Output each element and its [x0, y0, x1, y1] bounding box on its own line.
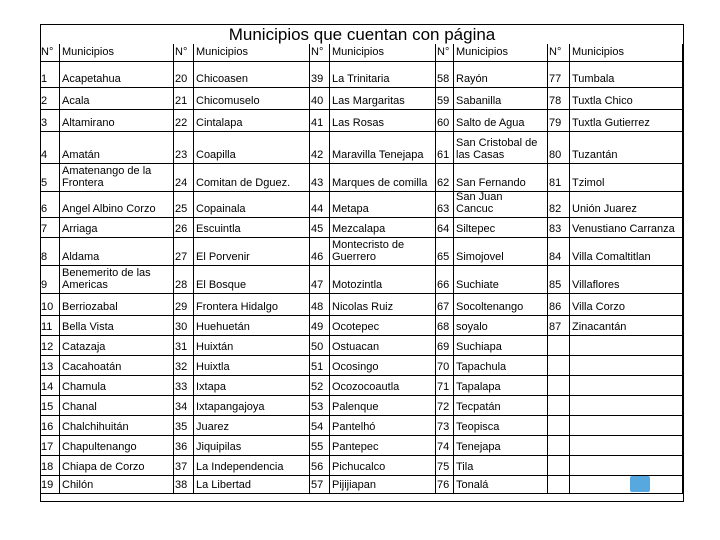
table-cell-municipio: Ixtapa: [194, 376, 310, 396]
header-municipios: Municipios: [570, 44, 683, 62]
table-cell-num: 14: [40, 376, 60, 396]
table-cell-municipio: Ocosingo: [330, 356, 436, 376]
table-cell-municipio: Zinacantán: [570, 316, 683, 336]
table-cell-num: 25: [174, 192, 194, 218]
table-cell-num: 27: [174, 238, 194, 266]
table-cell-num: 4: [40, 132, 60, 164]
table-cell-municipio: Tenejapa: [454, 436, 548, 456]
table-cell-num: 13: [40, 356, 60, 376]
table-cell-municipio: San Fernando: [454, 164, 548, 192]
table-cell-num: 79: [548, 110, 570, 132]
table-cell-municipio: Ostuacan: [330, 336, 436, 356]
table-cell-num: 46: [310, 238, 330, 266]
table-cell-municipio: Tapalapa: [454, 376, 548, 396]
table-cell-num: 55: [310, 436, 330, 456]
table-cell-num: 35: [174, 416, 194, 436]
table-cell-num: 43: [310, 164, 330, 192]
table-cell-num: 12: [40, 336, 60, 356]
table-cell-municipio: Chiapa de Corzo: [60, 456, 174, 476]
table-cell-num: 74: [436, 436, 454, 456]
table-cell-num: 62: [436, 164, 454, 192]
table-cell-municipio: Palenque: [330, 396, 436, 416]
table-cell-municipio: La Libertad: [194, 476, 310, 494]
table-cell-num: 16: [40, 416, 60, 436]
table-cell-municipio: Las Rosas: [330, 110, 436, 132]
table-cell-municipio: Berriozabal: [60, 294, 174, 316]
table-cell-municipio: Tuxtla Chico: [570, 88, 683, 110]
table-cell-num: 42: [310, 132, 330, 164]
table-cell-num: 32: [174, 356, 194, 376]
table-cell-municipio: Catazaja: [60, 336, 174, 356]
table-cell-municipio: Pijijiapan: [330, 476, 436, 494]
table-cell-municipio: Huehuetán: [194, 316, 310, 336]
table-cell-municipio: Motozintla: [330, 266, 436, 294]
table-cell-municipio: Venustiano Carranza: [570, 218, 683, 238]
table-cell-municipio: [570, 436, 683, 456]
table-cell-num: 58: [436, 62, 454, 88]
table-cell-num: 45: [310, 218, 330, 238]
table-cell-municipio: Angel Albino Corzo: [60, 192, 174, 218]
table-cell-municipio: Ocotepec: [330, 316, 436, 336]
table-cell-municipio: Sabanilla: [454, 88, 548, 110]
table-cell-num: [548, 456, 570, 476]
table-cell-num: 20: [174, 62, 194, 88]
table-cell-municipio: El Bosque: [194, 266, 310, 294]
page-title: Municipios que cuentan con página: [228, 25, 496, 44]
table-cell-municipio: Benemerito de las Americas: [60, 266, 174, 294]
table-cell-municipio: [570, 376, 683, 396]
table-cell-municipio: Tecpatán: [454, 396, 548, 416]
table-cell-num: 60: [436, 110, 454, 132]
table-cell-municipio: Villa Corzo: [570, 294, 683, 316]
table-cell-num: 28: [174, 266, 194, 294]
table-cell-num: 57: [310, 476, 330, 494]
table-cell-num: 69: [436, 336, 454, 356]
table-cell-municipio: Villaflores: [570, 266, 683, 294]
table-cell-num: 73: [436, 416, 454, 436]
table-cell-municipio: Unión Juarez: [570, 192, 683, 218]
table-cell-num: [548, 436, 570, 456]
table-cell-num: 82: [548, 192, 570, 218]
table-cell-municipio: Escuintla: [194, 218, 310, 238]
table-cell-municipio: Chilón: [60, 476, 174, 494]
table-cell-num: 77: [548, 62, 570, 88]
table-cell-num: 78: [548, 88, 570, 110]
table-cell-num: 76: [436, 476, 454, 494]
table-cell-num: [548, 416, 570, 436]
table-cell-num: 85: [548, 266, 570, 294]
table-cell-num: 36: [174, 436, 194, 456]
table-cell-num: [548, 336, 570, 356]
table-cell-municipio: Chalchihuitán: [60, 416, 174, 436]
table-cell-municipio: Rayón: [454, 62, 548, 88]
table-cell-num: 9: [40, 266, 60, 294]
table-cell-num: 23: [174, 132, 194, 164]
table-cell-municipio: Ixtapangajoya: [194, 396, 310, 416]
table-cell-municipio: Tumbala: [570, 62, 683, 88]
table-cell-num: 64: [436, 218, 454, 238]
table-cell-municipio: [570, 476, 683, 494]
table-cell-municipio: Teopisca: [454, 416, 548, 436]
table-cell-num: 86: [548, 294, 570, 316]
table-cell-num: 24: [174, 164, 194, 192]
table-cell-num: 29: [174, 294, 194, 316]
table-cell-municipio: Cintalapa: [194, 110, 310, 132]
table-cell-municipio: [570, 396, 683, 416]
table-cell-municipio: El Porvenir: [194, 238, 310, 266]
table-cell-num: 22: [174, 110, 194, 132]
table-cell-num: 53: [310, 396, 330, 416]
table-cell-municipio: Salto de Agua: [454, 110, 548, 132]
table-cell-municipio: Amatán: [60, 132, 174, 164]
table-cell-num: 7: [40, 218, 60, 238]
table-cell-num: 41: [310, 110, 330, 132]
table-cell-municipio: Acapetahua: [60, 62, 174, 88]
table-cell-num: 17: [40, 436, 60, 456]
table-cell-num: 44: [310, 192, 330, 218]
table-cell-municipio: Tapachula: [454, 356, 548, 376]
table-cell-num: 33: [174, 376, 194, 396]
table-cell-num: 21: [174, 88, 194, 110]
table-cell-municipio: Chicomuselo: [194, 88, 310, 110]
table-cell-municipio: Mezcalapa: [330, 218, 436, 238]
table-cell-num: 37: [174, 456, 194, 476]
table-cell-num: 67: [436, 294, 454, 316]
table-cell-municipio: Montecristo de Guerrero: [330, 238, 436, 266]
table-cell-num: 34: [174, 396, 194, 416]
table-cell-municipio: Pantepec: [330, 436, 436, 456]
table-cell-municipio: Pichucalco: [330, 456, 436, 476]
table-cell-num: [548, 356, 570, 376]
table-cell-municipio: Copainala: [194, 192, 310, 218]
table-cell-municipio: Cacahoatán: [60, 356, 174, 376]
table-cell-municipio: Altamirano: [60, 110, 174, 132]
table-cell-municipio: [570, 456, 683, 476]
table-cell-num: 26: [174, 218, 194, 238]
table-cell-num: 48: [310, 294, 330, 316]
table-cell-municipio: soyalo: [454, 316, 548, 336]
table-cell-num: 31: [174, 336, 194, 356]
table-cell-municipio: Bella Vista: [60, 316, 174, 336]
table-cell-municipio: Suchiate: [454, 266, 548, 294]
table-cell-municipio: Jiquipilas: [194, 436, 310, 456]
table-cell-municipio: Chanal: [60, 396, 174, 416]
table-cell-municipio: Simojovel: [454, 238, 548, 266]
table-cell-num: 54: [310, 416, 330, 436]
table-cell-municipio: Tzimol: [570, 164, 683, 192]
table-cell-municipio: Tuxtla Gutierrez: [570, 110, 683, 132]
table-cell-num: 40: [310, 88, 330, 110]
table-cell-municipio: Chamula: [60, 376, 174, 396]
table-cell-municipio: Acala: [60, 88, 174, 110]
table-cell-num: 8: [40, 238, 60, 266]
table-cell-num: [548, 396, 570, 416]
table-cell-num: 3: [40, 110, 60, 132]
table-cell-municipio: Socoltenango: [454, 294, 548, 316]
table-cell-municipio: [570, 336, 683, 356]
header-num: N°: [548, 44, 570, 62]
table-cell-municipio: Suchiapa: [454, 336, 548, 356]
table-cell-municipio: Comitan de Dguez.: [194, 164, 310, 192]
table-cell-num: 70: [436, 356, 454, 376]
table-cell-num: 80: [548, 132, 570, 164]
table-cell-municipio: Villa Comaltitlan: [570, 238, 683, 266]
table-cell-municipio: La Trinitaria: [330, 62, 436, 88]
table-cell-municipio: Nicolas Ruiz: [330, 294, 436, 316]
table-cell-num: 11: [40, 316, 60, 336]
table-cell-municipio: Maravilla Tenejapa: [330, 132, 436, 164]
table-cell-municipio: Marques de comilla: [330, 164, 436, 192]
table-cell-num: 47: [310, 266, 330, 294]
table-cell-municipio: Tonalá: [454, 476, 548, 494]
table-cell-num: 68: [436, 316, 454, 336]
table-cell-municipio: Arriaga: [60, 218, 174, 238]
table-cell-municipio: Chapultenango: [60, 436, 174, 456]
table-cell-num: 18: [40, 456, 60, 476]
table-cell-municipio: San Cristobal de las Casas: [454, 132, 548, 164]
table-cell-num: 56: [310, 456, 330, 476]
table-cell-municipio: Pantelhó: [330, 416, 436, 436]
table-cell-num: 83: [548, 218, 570, 238]
table-cell-num: 1: [40, 62, 60, 88]
table-cell-num: 49: [310, 316, 330, 336]
table-cell-municipio: Huixtla: [194, 356, 310, 376]
header-municipios: Municipios: [60, 44, 174, 62]
header-num: N°: [436, 44, 454, 62]
table-cell-num: 10: [40, 294, 60, 316]
table-cell-municipio: [570, 416, 683, 436]
table-cell-num: 5: [40, 164, 60, 192]
table-cell-municipio: Metapa: [330, 192, 436, 218]
header-num: N°: [310, 44, 330, 62]
table-cell-municipio: La Independencia: [194, 456, 310, 476]
table-cell-municipio: Tila: [454, 456, 548, 476]
table-cell-municipio: Las Margaritas: [330, 88, 436, 110]
table-cell-num: [548, 376, 570, 396]
table-cell-municipio: Ocozocoautla: [330, 376, 436, 396]
header-municipios: Municipios: [194, 44, 310, 62]
table-cell-num: 61: [436, 132, 454, 164]
table-cell-num: 84: [548, 238, 570, 266]
table-cell-num: 52: [310, 376, 330, 396]
square-icon: [630, 476, 650, 492]
table-cell-num: 71: [436, 376, 454, 396]
table-cell-num: 15: [40, 396, 60, 416]
table-cell-num: 30: [174, 316, 194, 336]
table-cell-num: 81: [548, 164, 570, 192]
table-cell-municipio: Chicoasen: [194, 62, 310, 88]
table-cell-municipio: Frontera Hidalgo: [194, 294, 310, 316]
header-municipios: Municipios: [330, 44, 436, 62]
table-cell-num: 75: [436, 456, 454, 476]
table-cell-num: 38: [174, 476, 194, 494]
table-cell-num: 39: [310, 62, 330, 88]
table-cell-num: 2: [40, 88, 60, 110]
table-cell-municipio: San Juan Cancuc: [454, 192, 548, 218]
table-cell-num: 65: [436, 238, 454, 266]
table-cell-municipio: [570, 356, 683, 376]
header-num: N°: [174, 44, 194, 62]
table-cell-municipio: Aldama: [60, 238, 174, 266]
table-cell-municipio: Juarez: [194, 416, 310, 436]
header-municipios: Municipios: [454, 44, 548, 62]
table-cell-municipio: Amatenango de la Frontera: [60, 164, 174, 192]
header-num: N°: [40, 44, 60, 62]
table-cell-num: 66: [436, 266, 454, 294]
table-cell-municipio: Huixtán: [194, 336, 310, 356]
table-cell-num: 72: [436, 396, 454, 416]
table-cell-num: [548, 476, 570, 494]
table-cell-municipio: Siltepec: [454, 218, 548, 238]
table-cell-num: 51: [310, 356, 330, 376]
table-cell-num: 19: [40, 476, 60, 494]
table-cell-num: 59: [436, 88, 454, 110]
table-cell-num: 50: [310, 336, 330, 356]
table-cell-num: 87: [548, 316, 570, 336]
table-cell-num: 63: [436, 192, 454, 218]
table-cell-num: 6: [40, 192, 60, 218]
table-cell-municipio: Coapilla: [194, 132, 310, 164]
table-cell-municipio: Tuzantán: [570, 132, 683, 164]
